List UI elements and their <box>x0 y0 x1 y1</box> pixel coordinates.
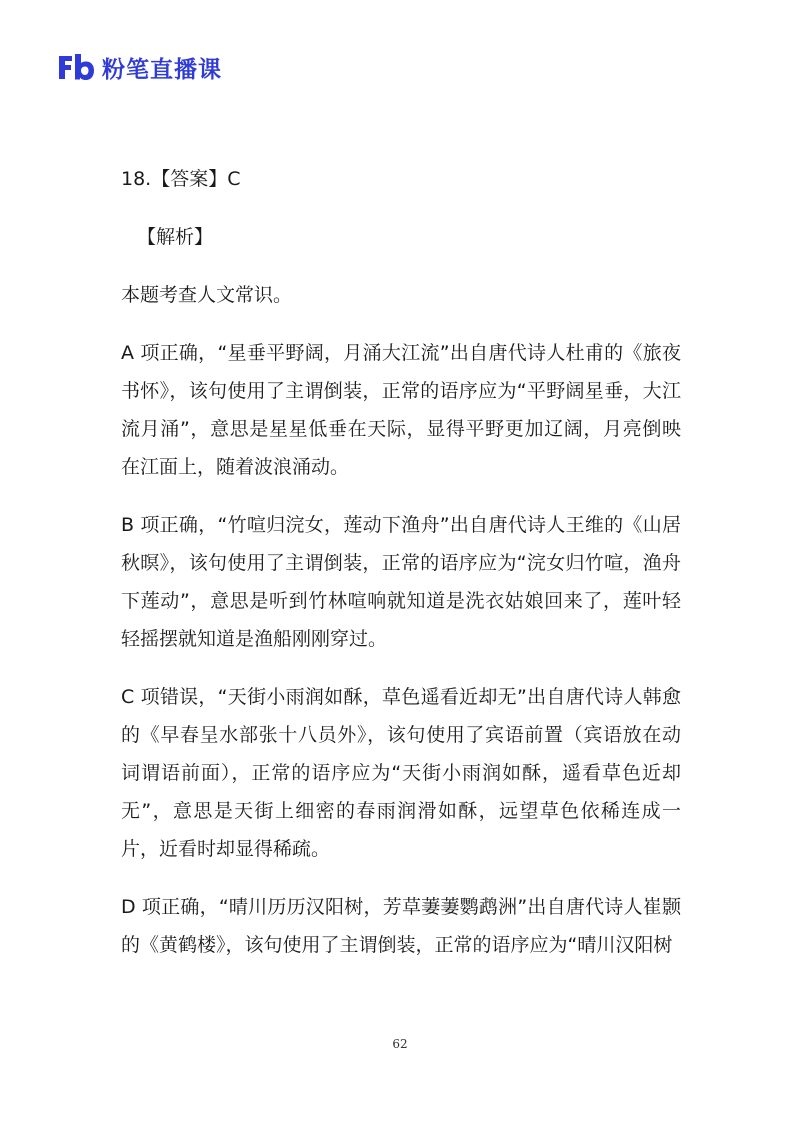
analysis-paragraph-b: B 项正确，“竹喧归浣女，莲动下渔舟”出自唐代诗人王维的《山居秋暝》，该句使用了主谓倒装，正常的语序应为“浣女归竹喧，渔舟下莲动”，意思是听到竹林喧响就知道是洗衣姑娘回来了，莲叶轻轻摇摆就知道是渔船刚刚穿过。 <box>121 514 681 650</box>
analysis-paragraph-d: D 项正确，“晴川历历汉阳树，芳草萋萋鹦鹉洲”出自唐代诗人崔颢的《黄鹤楼》，该句使用了主谓倒装，正常的语序应为“晴川汉阳树 <box>121 896 681 956</box>
answer-content <box>121 160 681 964</box>
page-number: 62 <box>392 1037 408 1051</box>
analysis-paragraph-a: A 项正确，“星垂平野阔，月涌大江流”出自唐代诗人杜甫的《旅夜书怀》，该句使用了主谓倒装，正常的语序应为“平野阔星垂，大江流月涌”，意思是星星低垂在天际，显得平野更加辽阔，月亮倒映在江面上，随着波浪涌动。 <box>121 342 681 478</box>
answer-heading: 18.【答案】C <box>121 168 241 190</box>
analysis-paragraph-c: C 项错误，“天街小雨润如酥，草色遥看近却无”出自唐代诗人韩愈的《早春呈水部张十八员外》，该句使用了宾语前置（宾语放在动词谓语前面），正常的语序应为“天街小雨润如酥，遥看草色近却无”，意思是天街上细密的春雨润滑如酥，远望草色依稀连成一片，近看时却显得稀疏。 <box>121 686 681 860</box>
fenbi-logo-icon <box>56 52 96 82</box>
logo-text: 粉笔直播课 <box>102 56 222 83</box>
analysis-label: 【解析】 <box>137 226 214 248</box>
brand-logo <box>56 50 222 84</box>
analysis-paragraph-intro: 本题考查人文常识。 <box>121 284 293 306</box>
